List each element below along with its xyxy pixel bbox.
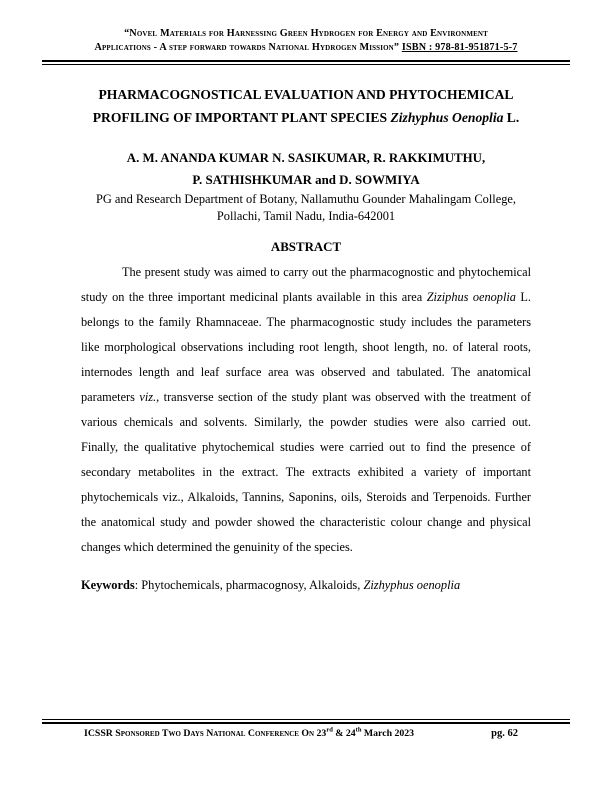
- abstract-run-0: The present study was aimed to carry out the pharmacognostic and phytochemical study on the three important medicinal plants available in this area: [81, 265, 531, 304]
- header-divider-rule: [42, 60, 570, 65]
- conference-header-line1: “Novel Materials for Harnessing Green Hydrogen for Energy and Environment: [124, 28, 488, 39]
- affiliation-block: [81, 191, 531, 225]
- conference-header: [58, 27, 554, 54]
- footer-ordinal-rd: rd: [326, 726, 333, 734]
- page-number: pg. 62: [491, 728, 518, 739]
- authors-line2: P. SATHISHKUMAR and D. SOWMIYA: [192, 173, 420, 187]
- paper-title-line2: PROFILING OF IMPORTANT PLANT SPECIES: [92, 109, 391, 125]
- abstract-viz: viz.: [139, 390, 157, 404]
- page-footer: [42, 727, 570, 741]
- authors-block: [81, 147, 531, 191]
- authors-line1: A. M. ANANDA KUMAR N. SASIKUMAR, R. RAKKIMUTHU,: [126, 151, 486, 165]
- paper-content: [81, 84, 531, 595]
- keywords-line: [81, 575, 531, 595]
- paper-title-species: Zizhyphus Oenoplia: [390, 109, 504, 125]
- abstract-paragraph: [81, 260, 531, 560]
- paper-title: [81, 84, 531, 129]
- footer-conf-part2: & 24: [332, 728, 356, 739]
- isbn-text: ISBN : 978-81-951871-5-7: [401, 41, 518, 53]
- affiliation-line2: Pollachi, Tamil Nadu, India-642001: [216, 209, 396, 223]
- paper-title-suffix: L.: [503, 109, 520, 125]
- abstract-run-4: , transverse section of the study plant was observed with the treatment of various chemicals and solvents. Similarly, the powder studies were also carried out. Finally, the qualitative phytochemical studies were carried out to find the presence of secondary metabolites in the extract. The extracts exhibited a variety of important phytochemicals viz., Alkaloids, Tannins, Saponins, oils, Steroids and Terpenoids. Further the anatomical study and powder showed the characteristic colour change and physical changes which determined the genuinity of the species.: [81, 390, 531, 554]
- paper-title-line1: PHARMACOGNOSTICAL EVALUATION AND PHYTOCHEMICAL: [98, 87, 514, 102]
- keywords-species: Zizhyphus oenoplia: [363, 578, 461, 592]
- keywords-label: Keywords: [81, 578, 135, 592]
- footer-conf-part3: March 2023: [361, 728, 415, 739]
- footer-divider-rule: [42, 719, 570, 724]
- footer-ordinal-th: th: [355, 726, 362, 734]
- abstract-species-name: Ziziphus oenoplia: [426, 290, 516, 304]
- affiliation-line1: PG and Research Department of Botany, Nallamuthu Gounder Mahalingam College,: [95, 192, 517, 206]
- footer-conf-part1: ICSSR Sponsored Two Days National Conference On 23: [84, 728, 327, 739]
- conference-header-line2: Applications - A step forward towards National Hydrogen Mission”: [94, 41, 402, 53]
- keywords-text: : Phytochemicals, pharmacognosy, Alkaloids,: [134, 578, 364, 592]
- abstract-run-2: L. belongs to the family Rhamnaceae. The pharmacognostic study includes the parameters like morphological observations including root length, shoot length, no. of lateral roots, internodes length and leaf surface area was observed and tabulated. The anatomical parameters: [81, 290, 532, 404]
- abstract-heading: ABSTRACT: [270, 240, 342, 254]
- footer-conference-text: [84, 727, 414, 741]
